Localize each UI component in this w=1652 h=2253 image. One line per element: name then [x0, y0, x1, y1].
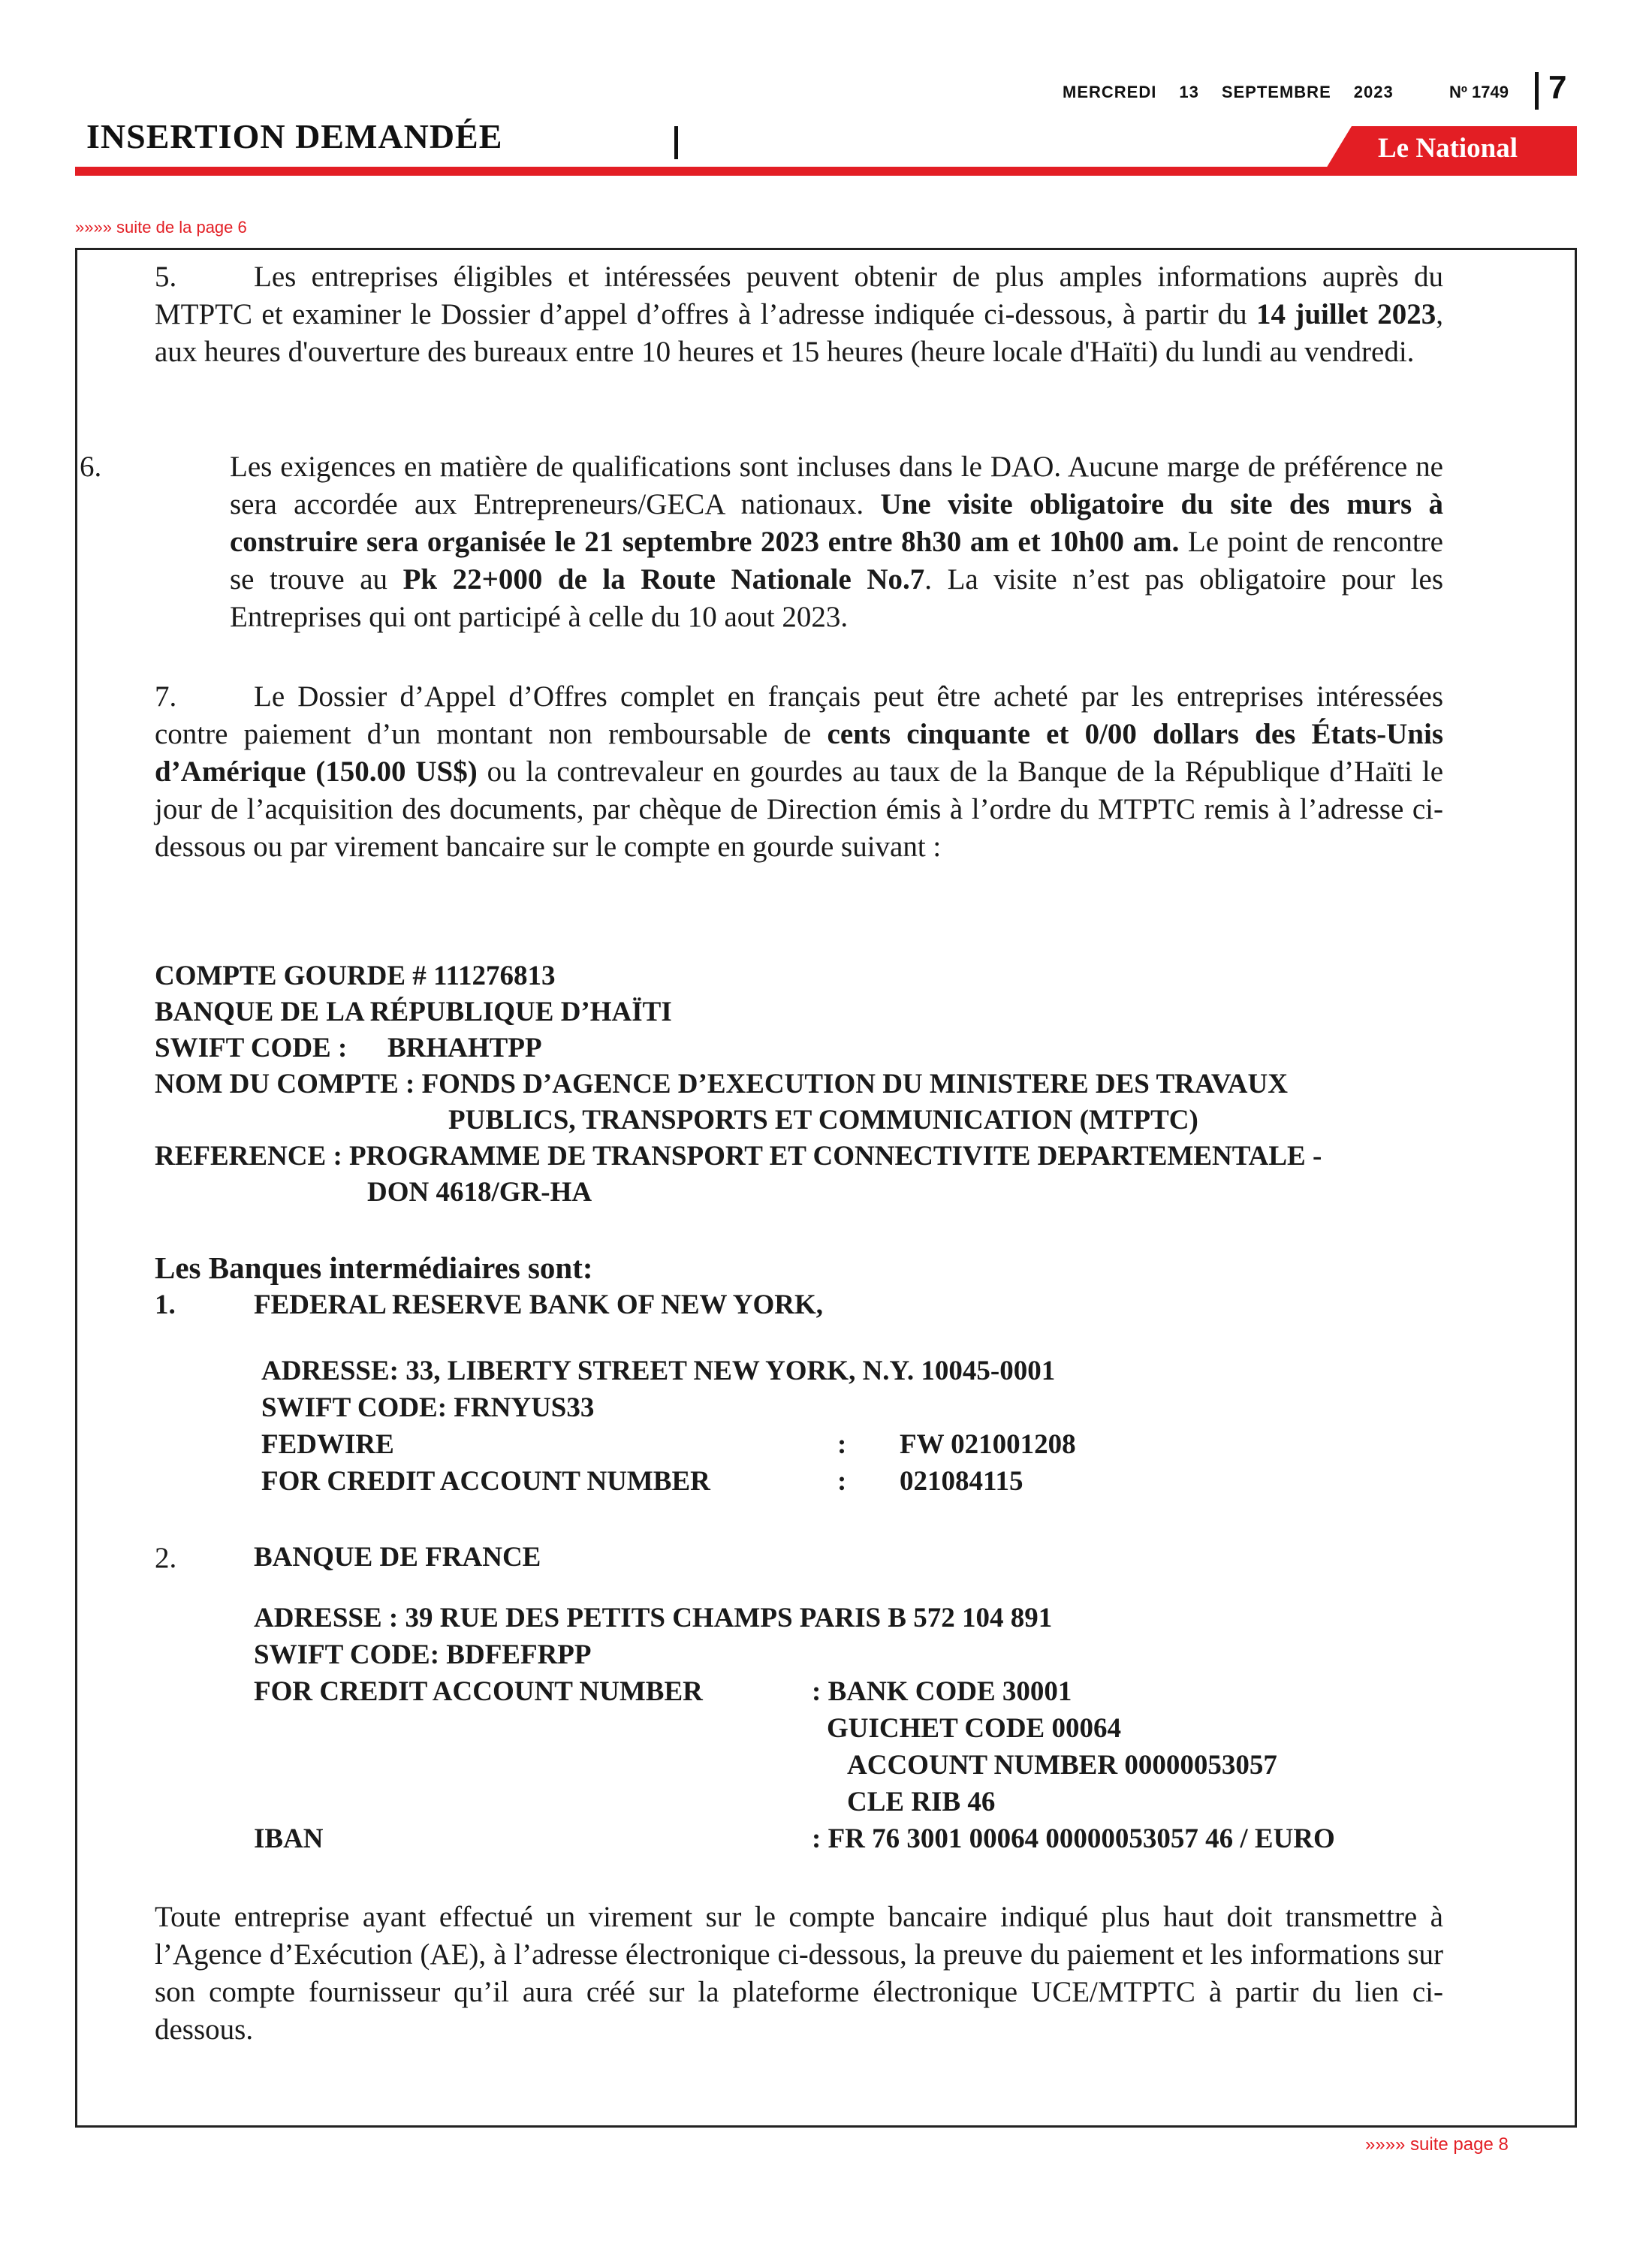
- paragraph-text: . La visite n’est pas obligatoire pour les Entreprises qui ont participé à celle du 10 aout 2023.: [230, 563, 1444, 633]
- paragraph-6: [80, 448, 1444, 636]
- bank-2-number: 2.: [155, 1542, 177, 1574]
- reference-line-2: DON 4618/GR-HA: [367, 1177, 592, 1208]
- reference-line-1: REFERENCE : PROGRAMME DE TRANSPORT ET CONNECTIVITE DEPARTEMENTALE -: [155, 1141, 1322, 1172]
- issue-year: 2023: [1353, 83, 1394, 101]
- issue-number: Nº 1749: [1449, 83, 1509, 101]
- paragraph-bold-text: 14 juillet 2023: [1256, 298, 1436, 330]
- bank-1-fedwire-colon: :: [837, 1429, 847, 1460]
- bank-2-iban-label: IBAN: [254, 1823, 324, 1854]
- title-separator: [674, 126, 678, 159]
- page-number: 7: [1548, 69, 1567, 106]
- paragraph-bold-text: Pk 22+000 de la Route Nationale No.7: [402, 563, 925, 596]
- bank-2-credit-label: FOR CREDIT ACCOUNT NUMBER: [254, 1676, 703, 1707]
- bank-2-bank-code: : BANK CODE 30001: [812, 1676, 1072, 1707]
- bank-1-fedwire-label: FEDWIRE: [261, 1429, 394, 1460]
- swift-label: SWIFT CODE :: [155, 1033, 348, 1063]
- issue-day: MERCREDI: [1063, 83, 1157, 101]
- continued-from-link[interactable]: »»»» suite de la page 6: [75, 218, 247, 237]
- bank-1-credit-value: 021084115: [900, 1466, 1023, 1497]
- paragraph-text: Les exigences en matière de qualifications sont incluses dans le DAO. Aucune marge de préférence ne sera accordée aux Entrepreneurs/GECA nationaux.: [230, 451, 1443, 520]
- bank-2-swift: SWIFT CODE: BDFEFRPP: [254, 1639, 592, 1670]
- paragraph-text: Les entreprises éligibles et intéressées peuvent obtenir de plus amples informations auprès du MTPTC et examiner le Dossier d’appel d’offres à l’adresse indiquée ci-dessous, à partir du: [155, 261, 1443, 330]
- issue-month: SEPTEMBRE: [1221, 83, 1331, 101]
- bank-2-guichet-code: GUICHET CODE 00064: [827, 1713, 1121, 1744]
- bank-1-fedwire-value: FW 021001208: [900, 1429, 1076, 1460]
- issue-date: [1063, 83, 1416, 102]
- bank-1-swift: SWIFT CODE: FRNYUS33: [261, 1392, 595, 1423]
- paragraph-text: Le point de rencontre se trouve au: [230, 526, 1443, 596]
- brand-name: Le National: [1378, 133, 1518, 164]
- paragraph-5: [155, 258, 1443, 371]
- paragraph-number: 6.: [80, 451, 102, 483]
- bank-2-account-number: ACCOUNT NUMBER 00000053057: [847, 1750, 1277, 1781]
- paragraph-text: , aux heures d'ouverture des bureaux entre 10 heures et 15 heures (heure locale d'Haïti) du lundi au vendredi.: [155, 298, 1443, 368]
- paragraph-text: ou la contrevaleur en gourdes au taux de la Banque de la République d’Haïti le jour de l’acquisition des documents, par chèque de Direction émis à l’ordre du MTPTC remis à l’adresse ci-dessous ou par virement bancaire sur le compte en gourde suivant :: [155, 756, 1443, 863]
- continued-to-link[interactable]: »»»» suite page 8: [1365, 2134, 1509, 2155]
- issue-day-number: 13: [1179, 83, 1199, 101]
- bank-1-number: 1.: [155, 1289, 176, 1320]
- bank-2-cle-rib: CLE RIB 46: [847, 1787, 996, 1817]
- account-number-line: COMPTE GOURDE # 111276813: [155, 961, 556, 991]
- account-name-line-2: PUBLICS, TRANSPORTS ET COMMUNICATION (MTPTC): [448, 1105, 1198, 1136]
- bank-2-iban-value: : FR 76 3001 00064 00000053057 46 / EURO: [812, 1823, 1335, 1854]
- intermediary-banks-heading: Les Banques intermédiaires sont:: [155, 1250, 593, 1285]
- bank-name-line: BANQUE DE LA RÉPUBLIQUE D’HAÏTI: [155, 997, 672, 1027]
- page-number-divider: [1535, 72, 1539, 110]
- bank-1-credit-colon: :: [837, 1466, 847, 1497]
- closing-paragraph: Toute entreprise ayant effectué un virement sur le compte bancaire indiqué plus haut doit transmettre à l’Agence d’Exécution (AE), à l’adresse électronique ci-dessous, la preuve du paiement et les informations sur son compte fournisseur qu’il aura créé sur la plateforme électronique UCE/MTPTC à partir du lien ci-dessous.: [155, 1901, 1443, 2046]
- paragraph-bold-text: Une visite obligatoire du site des murs à construire sera organisée le 21 septembre 2023 entre 8h30 am et 10h00 am.: [230, 488, 1443, 558]
- paragraph-number: 7.: [155, 680, 177, 713]
- paragraph-bold-text: cents cinquante et 0/00 dollars des États-Unis d’Amérique (150.00 US$): [155, 718, 1444, 788]
- paragraph-7: [155, 678, 1443, 866]
- paragraph-text: Le Dossier d’Appel d’Offres complet en français peut être acheté par les entreprises intéressées contre paiement d’un montant non remboursable de: [155, 680, 1443, 750]
- account-name-line-1: NOM DU COMPTE : FONDS D’AGENCE D’EXECUTION DU MINISTERE DES TRAVAUX: [155, 1069, 1288, 1099]
- bank-2-name: BANQUE DE FRANCE: [254, 1542, 541, 1573]
- bank-2-address: ADRESSE : 39 RUE DES PETITS CHAMPS PARIS B 572 104 891: [254, 1603, 1053, 1633]
- paragraph-number: 5.: [155, 261, 177, 293]
- bank-1-credit-label: FOR CREDIT ACCOUNT NUMBER: [261, 1466, 710, 1497]
- section-title: INSERTION DEMANDÉE: [86, 117, 503, 155]
- bank-1-address: ADRESSE: 33, LIBERTY STREET NEW YORK, N.Y. 10045-0001: [261, 1356, 1056, 1386]
- swift-value: BRHAHTPP: [387, 1033, 542, 1063]
- bank-1-name: FEDERAL RESERVE BANK OF NEW YORK,: [254, 1289, 823, 1320]
